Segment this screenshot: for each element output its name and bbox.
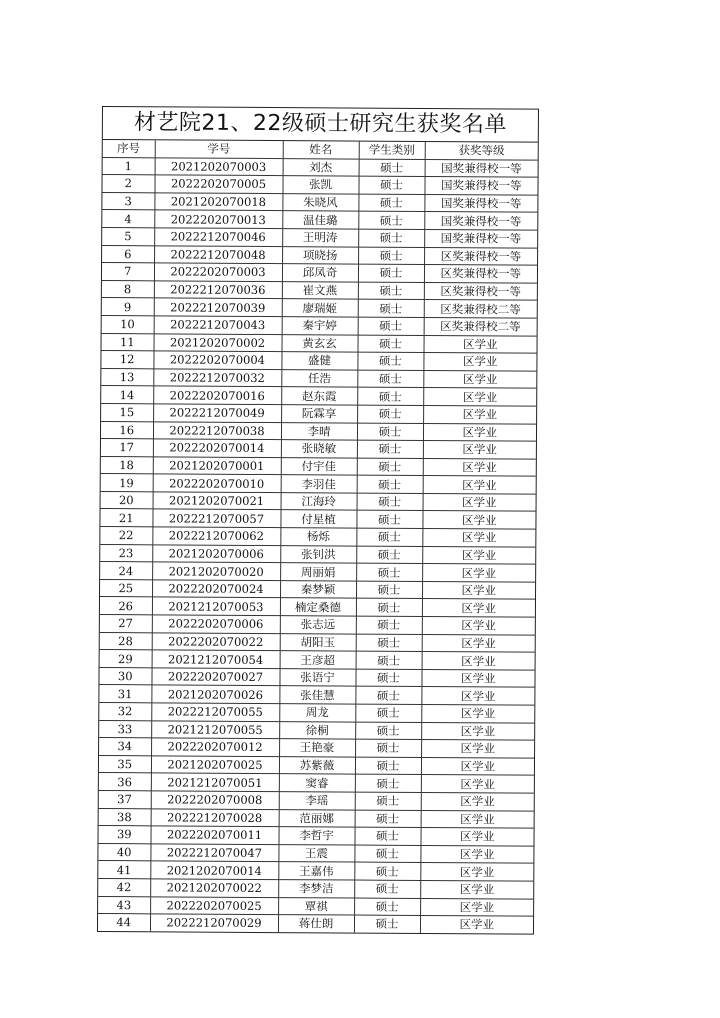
student-category-cell: 硕士 bbox=[357, 405, 423, 423]
student-id-cell: 2021202070014 bbox=[150, 861, 278, 879]
student-name-cell: 张语宁 bbox=[279, 668, 355, 686]
award-level-cell: 区学业 bbox=[422, 581, 535, 599]
award-level-cell: 区奖兼得校二等 bbox=[424, 317, 537, 335]
award-level-cell: 区学业 bbox=[423, 353, 536, 371]
row-index-cell: 41 bbox=[98, 861, 150, 879]
student-id-cell: 2021202070020 bbox=[152, 562, 280, 580]
row-index-cell: 3 bbox=[102, 192, 154, 210]
student-id-cell: 2022212070049 bbox=[153, 404, 281, 422]
student-id-cell: 2021212070053 bbox=[152, 597, 280, 615]
student-category-cell: 硕士 bbox=[357, 458, 423, 476]
student-category-cell: 硕士 bbox=[354, 898, 420, 916]
student-category-cell: 硕士 bbox=[355, 722, 421, 740]
award-level-cell: 区学业 bbox=[420, 898, 533, 916]
row-index-cell: 9 bbox=[102, 298, 154, 316]
student-id-cell: 2021202070002 bbox=[154, 333, 282, 351]
row-index-cell: 38 bbox=[99, 808, 151, 826]
award-table bbox=[98, 140, 538, 933]
row-index-cell: 1 bbox=[103, 157, 155, 175]
student-name-cell: 窦睿 bbox=[279, 774, 355, 792]
row-index-cell: 11 bbox=[102, 333, 154, 351]
award-level-cell: 区学业 bbox=[422, 564, 535, 582]
student-category-cell: 硕士 bbox=[356, 616, 422, 634]
student-id-cell: 2021212070055 bbox=[151, 720, 279, 738]
student-name-cell: 李瑶 bbox=[279, 792, 355, 810]
award-level-cell: 区学业 bbox=[423, 388, 536, 406]
award-level-cell: 区学业 bbox=[422, 652, 535, 670]
award-level-cell: 区奖兼得校二等 bbox=[424, 300, 537, 318]
award-level-cell: 区学业 bbox=[422, 634, 535, 652]
award-level-cell: 区学业 bbox=[421, 740, 534, 758]
student-name-cell: 周丽娟 bbox=[280, 563, 356, 581]
student-id-cell: 2022202070016 bbox=[153, 386, 281, 404]
student-name-cell: 张志远 bbox=[280, 616, 356, 634]
row-index-cell: 6 bbox=[102, 245, 154, 263]
row-index-cell: 4 bbox=[102, 210, 154, 228]
award-level-cell: 国奖兼得校一等 bbox=[424, 229, 537, 247]
student-name-cell: 刘杰 bbox=[283, 158, 359, 176]
student-name-cell: 胡阳玉 bbox=[280, 633, 356, 651]
student-category-cell: 硕士 bbox=[358, 211, 424, 229]
row-index-cell: 40 bbox=[98, 843, 150, 861]
student-name-cell: 付宇佳 bbox=[281, 457, 357, 475]
student-category-cell: 硕士 bbox=[354, 827, 420, 845]
column-header-award-level: 获奖等级 bbox=[425, 142, 538, 160]
student-name-cell: 张晓敏 bbox=[281, 440, 357, 458]
student-id-cell: 2022202070003 bbox=[154, 263, 282, 281]
row-index-cell: 36 bbox=[99, 773, 151, 791]
student-category-cell: 硕士 bbox=[357, 352, 423, 370]
student-name-cell: 王彦超 bbox=[280, 651, 356, 669]
row-index-cell: 13 bbox=[101, 368, 153, 386]
column-header-category: 学生类别 bbox=[359, 142, 425, 159]
row-index-cell: 2 bbox=[102, 175, 154, 193]
student-name-cell: 楠定桑德 bbox=[280, 598, 356, 616]
award-level-cell: 区学业 bbox=[422, 599, 535, 617]
award-level-cell: 区奖兼得校一等 bbox=[424, 247, 537, 265]
student-id-cell: 2021212070054 bbox=[152, 650, 280, 668]
student-category-cell: 硕士 bbox=[355, 757, 421, 775]
row-index-cell: 43 bbox=[98, 896, 150, 914]
column-header-name: 姓名 bbox=[283, 141, 359, 159]
student-id-cell: 2022202070012 bbox=[151, 738, 279, 756]
student-id-cell: 2022202070025 bbox=[150, 896, 278, 914]
award-level-cell: 区学业 bbox=[423, 441, 536, 459]
student-category-cell: 硕士 bbox=[358, 317, 424, 335]
student-category-cell: 硕士 bbox=[357, 370, 423, 388]
student-id-cell: 2022212070032 bbox=[153, 369, 281, 387]
row-index-cell: 37 bbox=[99, 790, 151, 808]
student-id-cell: 2022202070013 bbox=[154, 210, 282, 228]
award-level-cell: 国奖兼得校一等 bbox=[424, 194, 537, 212]
student-id-cell: 2021202070003 bbox=[155, 157, 283, 175]
award-level-cell: 区学业 bbox=[423, 335, 536, 353]
row-index-cell: 23 bbox=[100, 544, 152, 562]
award-level-cell: 区学业 bbox=[422, 546, 535, 564]
award-level-cell: 区学业 bbox=[421, 775, 534, 793]
row-index-cell: 31 bbox=[99, 685, 151, 703]
student-name-cell: 王艳豪 bbox=[279, 739, 355, 757]
award-level-cell: 区学业 bbox=[423, 476, 536, 494]
student-id-cell: 2022202070014 bbox=[153, 439, 281, 457]
row-index-cell: 17 bbox=[101, 439, 153, 457]
student-name-cell: 崔文燕 bbox=[282, 281, 358, 299]
student-name-cell: 张钊洪 bbox=[280, 545, 356, 563]
student-name-cell: 赵东霞 bbox=[281, 387, 357, 405]
student-name-cell: 杨烁 bbox=[280, 528, 356, 546]
student-category-cell: 硕士 bbox=[358, 299, 424, 317]
award-level-cell: 区学业 bbox=[422, 616, 535, 634]
student-id-cell: 2022202070011 bbox=[150, 826, 278, 844]
student-category-cell: 硕士 bbox=[355, 739, 421, 757]
award-level-cell: 区学业 bbox=[423, 405, 536, 423]
row-index-cell: 32 bbox=[99, 702, 151, 720]
student-name-cell: 项晓扬 bbox=[282, 246, 358, 264]
award-level-cell: 区学业 bbox=[423, 423, 536, 441]
student-category-cell: 硕士 bbox=[359, 159, 425, 177]
student-id-cell: 2022202070024 bbox=[152, 580, 280, 598]
award-level-cell: 国奖兼得校一等 bbox=[424, 212, 537, 230]
row-index-cell: 10 bbox=[102, 315, 154, 333]
student-name-cell: 朱晓风 bbox=[282, 193, 358, 211]
award-level-cell: 区学业 bbox=[421, 669, 534, 687]
student-category-cell: 硕士 bbox=[357, 475, 423, 493]
award-level-cell: 区奖兼得校一等 bbox=[424, 282, 537, 300]
student-id-cell: 2021202070006 bbox=[152, 544, 280, 562]
row-index-cell: 18 bbox=[101, 456, 153, 474]
row-index-cell: 44 bbox=[98, 914, 150, 931]
student-id-cell: 2022202070022 bbox=[152, 632, 280, 650]
student-id-cell: 2022202070005 bbox=[154, 175, 282, 193]
table-body bbox=[98, 157, 538, 933]
student-category-cell: 硕士 bbox=[355, 774, 421, 792]
award-level-cell: 区学业 bbox=[420, 880, 533, 898]
row-index-cell: 25 bbox=[100, 579, 152, 597]
student-name-cell: 江海玲 bbox=[281, 492, 357, 510]
row-index-cell: 33 bbox=[99, 720, 151, 738]
award-level-cell: 区学业 bbox=[423, 493, 536, 511]
row-index-cell: 16 bbox=[101, 421, 153, 439]
student-name-cell: 王震 bbox=[278, 844, 354, 862]
student-id-cell: 2022212070048 bbox=[154, 245, 282, 263]
student-name-cell: 秦宇婷 bbox=[282, 317, 358, 335]
student-category-cell: 硕士 bbox=[355, 792, 421, 810]
student-id-cell: 2022212070036 bbox=[154, 281, 282, 299]
row-index-cell: 19 bbox=[101, 474, 153, 492]
student-category-cell: 硕士 bbox=[358, 229, 424, 247]
row-index-cell: 34 bbox=[99, 738, 151, 756]
row-index-cell: 27 bbox=[100, 615, 152, 633]
student-name-cell: 李晴 bbox=[281, 422, 357, 440]
student-name-cell: 覃祺 bbox=[278, 897, 354, 915]
student-category-cell: 硕士 bbox=[356, 651, 422, 669]
student-category-cell: 硕士 bbox=[356, 546, 422, 564]
student-category-cell: 硕士 bbox=[356, 581, 422, 599]
student-name-cell: 秦梦颖 bbox=[280, 580, 356, 598]
award-level-cell: 区学业 bbox=[421, 704, 534, 722]
student-category-cell: 硕士 bbox=[354, 915, 420, 932]
student-id-cell: 2022212070055 bbox=[151, 703, 279, 721]
student-id-cell: 2022212070039 bbox=[154, 298, 282, 316]
row-index-cell: 24 bbox=[100, 562, 152, 580]
student-category-cell: 硕士 bbox=[356, 563, 422, 581]
award-level-cell: 区学业 bbox=[421, 757, 534, 775]
row-index-cell: 26 bbox=[100, 597, 152, 615]
student-name-cell: 徐桐 bbox=[279, 721, 355, 739]
award-list-document bbox=[97, 106, 539, 934]
student-category-cell: 硕士 bbox=[354, 845, 420, 863]
student-name-cell: 蒋仕朗 bbox=[278, 915, 354, 933]
student-id-cell: 2022212070029 bbox=[150, 914, 278, 932]
student-category-cell: 硕士 bbox=[356, 598, 422, 616]
student-category-cell: 硕士 bbox=[354, 862, 420, 880]
row-index-cell: 8 bbox=[102, 280, 154, 298]
student-category-cell: 硕士 bbox=[358, 282, 424, 300]
row-index-cell: 29 bbox=[100, 650, 152, 668]
award-level-cell: 区学业 bbox=[422, 529, 535, 547]
award-level-cell: 区学业 bbox=[421, 687, 534, 705]
award-level-cell: 区学业 bbox=[421, 792, 534, 810]
award-level-cell: 国奖兼得校一等 bbox=[424, 177, 537, 195]
student-name-cell: 范丽娜 bbox=[279, 809, 355, 827]
student-category-cell: 硕士 bbox=[355, 704, 421, 722]
student-category-cell: 硕士 bbox=[358, 335, 424, 353]
student-category-cell: 硕士 bbox=[357, 423, 423, 441]
student-id-cell: 2022202070004 bbox=[153, 351, 281, 369]
row-index-cell: 20 bbox=[101, 491, 153, 509]
award-level-cell: 区学业 bbox=[420, 828, 533, 846]
award-level-cell: 区学业 bbox=[420, 863, 533, 881]
award-level-cell: 区学业 bbox=[421, 810, 534, 828]
student-name-cell: 周龙 bbox=[279, 704, 355, 722]
student-id-cell: 2021202070025 bbox=[151, 756, 279, 774]
student-id-cell: 2021202070022 bbox=[150, 879, 278, 897]
award-level-cell: 区学业 bbox=[423, 458, 536, 476]
award-level-cell: 区学业 bbox=[420, 845, 533, 863]
student-name-cell: 黄玄玄 bbox=[282, 334, 358, 352]
student-id-cell: 2022212070043 bbox=[154, 316, 282, 334]
student-category-cell: 硕士 bbox=[357, 440, 423, 458]
student-name-cell: 李梦洁 bbox=[278, 880, 354, 898]
student-category-cell: 硕士 bbox=[357, 493, 423, 511]
row-index-cell: 21 bbox=[100, 509, 152, 527]
student-id-cell: 2022202070006 bbox=[152, 615, 280, 633]
table-row bbox=[98, 914, 533, 934]
student-name-cell: 付星植 bbox=[280, 510, 356, 528]
row-index-cell: 35 bbox=[99, 755, 151, 773]
student-id-cell: 2022212070028 bbox=[151, 808, 279, 826]
student-id-cell: 2022202070027 bbox=[151, 668, 279, 686]
student-category-cell: 硕士 bbox=[358, 247, 424, 265]
student-name-cell: 李哲宇 bbox=[278, 827, 354, 845]
student-category-cell: 硕士 bbox=[356, 528, 422, 546]
column-header-index: 序号 bbox=[103, 140, 155, 157]
row-index-cell: 30 bbox=[99, 667, 151, 685]
row-index-cell: 5 bbox=[102, 227, 154, 245]
student-id-cell: 2021202070001 bbox=[153, 457, 281, 475]
row-index-cell: 22 bbox=[100, 527, 152, 545]
student-category-cell: 硕士 bbox=[358, 176, 424, 194]
award-level-cell: 区学业 bbox=[421, 722, 534, 740]
student-category-cell: 硕士 bbox=[354, 880, 420, 898]
student-category-cell: 硕士 bbox=[356, 634, 422, 652]
row-index-cell: 12 bbox=[101, 351, 153, 369]
student-name-cell: 温佳璐 bbox=[282, 211, 358, 229]
award-level-cell: 区学业 bbox=[422, 511, 535, 529]
student-category-cell: 硕士 bbox=[358, 264, 424, 282]
student-name-cell: 张凯 bbox=[282, 176, 358, 194]
student-id-cell: 2021202070021 bbox=[153, 492, 281, 510]
row-index-cell: 39 bbox=[98, 826, 150, 844]
award-level-cell: 区学业 bbox=[420, 916, 533, 934]
student-name-cell: 李羽佳 bbox=[281, 475, 357, 493]
student-id-cell: 2021202070026 bbox=[151, 685, 279, 703]
student-name-cell: 任浩 bbox=[281, 369, 357, 387]
student-category-cell: 硕士 bbox=[357, 387, 423, 405]
student-name-cell: 廖瑞姬 bbox=[282, 299, 358, 317]
award-level-cell: 区奖兼得校一等 bbox=[424, 265, 537, 283]
student-id-cell: 2022212070047 bbox=[150, 844, 278, 862]
student-id-cell: 2021212070051 bbox=[151, 773, 279, 791]
student-id-cell: 2022212070038 bbox=[153, 421, 281, 439]
student-id-cell: 2022212070062 bbox=[152, 527, 280, 545]
student-id-cell: 2022202070010 bbox=[153, 474, 281, 492]
student-name-cell: 邱凤奇 bbox=[282, 264, 358, 282]
row-index-cell: 28 bbox=[100, 632, 152, 650]
student-name-cell: 王嘉伟 bbox=[278, 862, 354, 880]
row-index-cell: 42 bbox=[98, 878, 150, 896]
student-name-cell: 阮霖享 bbox=[281, 405, 357, 423]
student-category-cell: 硕士 bbox=[356, 511, 422, 529]
student-name-cell: 盛健 bbox=[281, 352, 357, 370]
student-id-cell: 2022212070057 bbox=[152, 509, 280, 527]
row-index-cell: 15 bbox=[101, 403, 153, 421]
student-category-cell: 硕士 bbox=[358, 194, 424, 212]
student-name-cell: 苏紫薇 bbox=[279, 756, 355, 774]
row-index-cell: 7 bbox=[102, 263, 154, 281]
award-level-cell: 区学业 bbox=[423, 370, 536, 388]
student-name-cell: 王明涛 bbox=[282, 229, 358, 247]
student-name-cell: 张佳慧 bbox=[279, 686, 355, 704]
document-title: 材艺院21、22级硕士研究生获奖名单 bbox=[103, 107, 538, 143]
student-id-cell: 2022202070008 bbox=[151, 791, 279, 809]
student-category-cell: 硕士 bbox=[355, 669, 421, 687]
student-category-cell: 硕士 bbox=[355, 686, 421, 704]
student-id-cell: 2021202070018 bbox=[154, 193, 282, 211]
row-index-cell: 14 bbox=[101, 386, 153, 404]
award-level-cell: 国奖兼得校一等 bbox=[425, 159, 538, 177]
student-id-cell: 2022212070046 bbox=[154, 228, 282, 246]
student-category-cell: 硕士 bbox=[355, 810, 421, 828]
column-header-student-id: 学号 bbox=[155, 140, 283, 158]
